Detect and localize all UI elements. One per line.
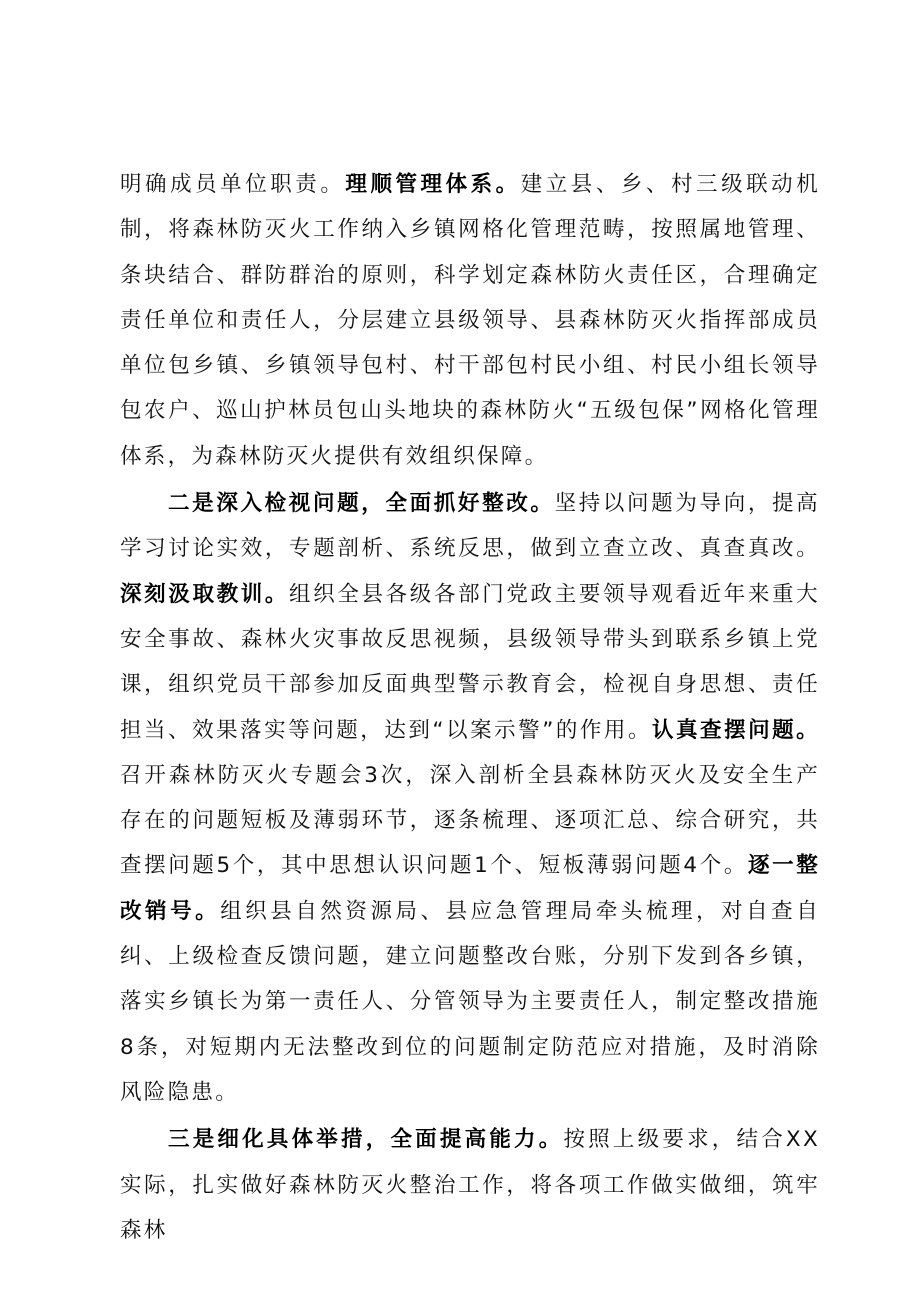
bold-heading: 理顺管理体系。 (345, 172, 521, 197)
paragraph-3 (120, 1117, 820, 1253)
text-segment: 坚持以问题为导向，提高学习讨论实效，专题剖析、系统反思，做到立查立改、真查真改。 (120, 491, 820, 562)
text-segment: 召开森林防灭火专题会3次，深入剖析全县森林防灭火及安全生产存在的问题短板及薄弱环节，逐条梳理、逐项汇总、综合研究，共查摆问题5个，其中思想认识问题1个、短板薄弱问题4个。 (120, 762, 820, 879)
bold-heading: 二是深入检视问题，全面抓好整改。 (168, 491, 555, 517)
bold-heading: 逐一整改销号。 (120, 853, 821, 924)
text-segment: 组织县自然资源局、县应急管理局牵头梳理，对自查自纠、上级检查反馈问题，建立问题整改台账，分别下发到各乡镇，落实乡镇长为第一责任人、分管领导为主要责任人，制定整改措施8条，对短期内无法整改到位的问题制定防范应对措施，及时消除风险隐患。 (120, 898, 821, 1105)
bold-heading: 深刻汲取教训。 (120, 581, 290, 607)
bold-heading: 认真查摆问题。 (652, 717, 820, 743)
text-segment: 按照上级要求，结合XX实际，扎实做好森林防灭火整治工作，将各项工作做实做细，筑牢森林 (120, 1127, 820, 1243)
bold-heading: 三是细化具体举措，全面提高能力。 (168, 1127, 564, 1153)
text-segment: 建立县、乡、村三级联动机制，将森林防灭火工作纳入乡镇网格化管理范畴，按照属地管理、条块结合、群防群治的原则，科学划定森林防火责任区，合理确定责任单位和责任人，分层建立县级领导、县森林防灭火指挥部成员单位包乡镇、乡镇领导包村、村干部包村民小组、村民小组长领导包农户、巡山护林员包山头地块的森林防火“五级包保”网格化管理体系，为森林防灭火提供有效组织保障。 (120, 172, 821, 469)
paragraph-2 (120, 481, 820, 1115)
text-segment: 组织全县各级各部门党政主要领导观看近年来重大安全事故、森林火灾事故反思视频，县级领导带头到联系乡镇上党课，组织党员干部参加反面典型警示教育会，检视自身思想、责任担当、效果落实等问题，达到“以案示警”的作用。 (120, 581, 820, 743)
paragraph-1 (120, 162, 820, 479)
text-segment: 明确成员单位职责。 (120, 172, 346, 197)
body-text (120, 162, 820, 1253)
